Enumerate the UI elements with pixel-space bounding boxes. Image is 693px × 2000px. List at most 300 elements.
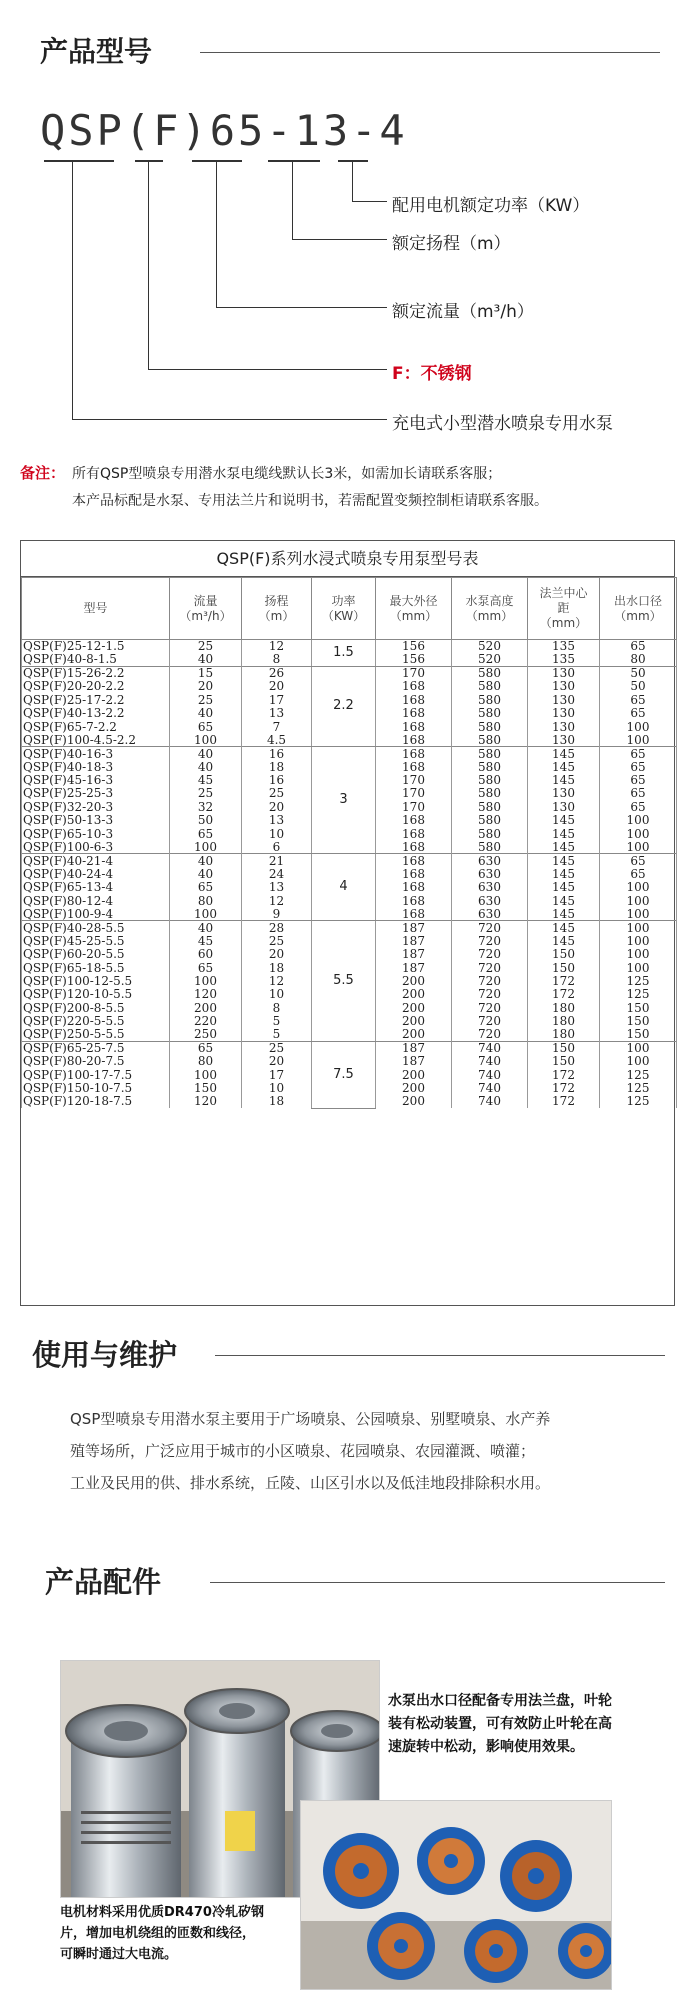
value-cell: 630 xyxy=(452,881,528,894)
value-cell: 80 xyxy=(170,1055,242,1068)
value-cell: 65 xyxy=(600,760,677,773)
legend-leader-head xyxy=(292,239,387,240)
flange-caption-line: 速旋转中松动，影响使用效果。 xyxy=(388,1739,584,1755)
value-cell: 720 xyxy=(452,1001,528,1014)
value-cell: 60 xyxy=(170,947,242,960)
copper-wire-photo xyxy=(300,1800,612,1990)
section-title-model: 产品型号 xyxy=(40,35,153,68)
value-cell: 168 xyxy=(376,894,452,907)
legend-leader-flow xyxy=(216,307,387,308)
value-cell: 170 xyxy=(376,800,452,813)
value-cell: 130 xyxy=(528,666,600,679)
model-cell: QSP(F)40-18-3 xyxy=(22,760,170,773)
value-cell: 580 xyxy=(452,773,528,786)
model-cell: QSP(F)50-13-3 xyxy=(22,814,170,827)
value-cell: 740 xyxy=(452,1095,528,1108)
value-cell: 580 xyxy=(452,814,528,827)
value-cell: 40 xyxy=(170,760,242,773)
model-cell: QSP(F)150-10-7.5 xyxy=(22,1081,170,1094)
value-cell: 40 xyxy=(170,747,242,760)
value-cell: 65 xyxy=(600,787,677,800)
model-cell: QSP(F)100-9-4 xyxy=(22,907,170,920)
value-cell: 17 xyxy=(242,693,312,706)
value-cell: 168 xyxy=(376,907,452,920)
model-cell: QSP(F)15-26-2.2 xyxy=(22,666,170,679)
value-cell: 6 xyxy=(242,840,312,853)
value-cell: 7 xyxy=(242,720,312,733)
value-cell: 580 xyxy=(452,787,528,800)
value-cell: 25 xyxy=(242,934,312,947)
note-label: 备注： xyxy=(20,464,66,482)
column-header-text: （KW） xyxy=(321,608,366,623)
column-header-text: 法兰中心 xyxy=(539,586,588,600)
value-cell: 26 xyxy=(242,666,312,679)
value-cell: 172 xyxy=(528,1068,600,1081)
value-cell: 24 xyxy=(242,867,312,880)
value-cell: 80 xyxy=(170,894,242,907)
value-cell: 720 xyxy=(452,934,528,947)
value-cell: 168 xyxy=(376,840,452,853)
value-cell: 40 xyxy=(170,653,242,666)
value-cell: 18 xyxy=(242,1095,312,1108)
spec-table-body xyxy=(22,640,677,1109)
value-cell: 65 xyxy=(600,773,677,786)
table-row xyxy=(22,640,677,653)
value-cell: 740 xyxy=(452,1041,528,1054)
power-cell: 3 xyxy=(312,747,376,854)
value-cell: 720 xyxy=(452,974,528,987)
value-cell: 125 xyxy=(600,974,677,987)
model-cell: QSP(F)250-5-5.5 xyxy=(22,1028,170,1041)
value-cell: 135 xyxy=(528,640,600,653)
power-cell: 5.5 xyxy=(312,921,376,1042)
value-cell: 25 xyxy=(242,787,312,800)
column-header-text: 型号 xyxy=(83,601,108,615)
value-cell: 720 xyxy=(452,921,528,934)
value-cell: 65 xyxy=(170,1041,242,1054)
value-cell: 720 xyxy=(452,1014,528,1027)
value-cell: 630 xyxy=(452,894,528,907)
value-cell: 100 xyxy=(600,840,677,853)
value-cell: 100 xyxy=(600,720,677,733)
model-cell: QSP(F)65-13-4 xyxy=(22,881,170,894)
value-cell: 145 xyxy=(528,747,600,760)
value-cell: 17 xyxy=(242,1068,312,1081)
model-cell: QSP(F)40-13-2.2 xyxy=(22,706,170,719)
value-cell: 5 xyxy=(242,1028,312,1041)
section-header-usage xyxy=(0,1333,693,1373)
power-cell: 7.5 xyxy=(312,1041,376,1108)
value-cell: 100 xyxy=(600,921,677,934)
value-cell: 150 xyxy=(600,1028,677,1041)
value-cell: 180 xyxy=(528,1001,600,1014)
usage-line-1: QSP型喷泉专用潜水泵主要用于广场喷泉、公园喷泉、别墅喷泉、水产养 xyxy=(70,1410,551,1428)
value-cell: 200 xyxy=(376,974,452,987)
value-cell: 12 xyxy=(242,640,312,653)
value-cell: 180 xyxy=(528,1014,600,1027)
value-cell: 200 xyxy=(376,1081,452,1094)
section-title-usage: 使用与维护 xyxy=(32,1338,178,1372)
value-cell: 120 xyxy=(170,988,242,1001)
legend-underline-f xyxy=(135,160,163,162)
model-cell: QSP(F)25-17-2.2 xyxy=(22,693,170,706)
column-header-text: 流量 xyxy=(193,593,218,608)
value-cell: 65 xyxy=(600,640,677,653)
value-cell: 10 xyxy=(242,827,312,840)
power-cell: 4 xyxy=(312,854,376,921)
value-cell: 25 xyxy=(242,1041,312,1054)
value-cell: 40 xyxy=(170,706,242,719)
value-cell: 520 xyxy=(452,653,528,666)
model-cell: QSP(F)200-8-5.5 xyxy=(22,1001,170,1014)
value-cell: 65 xyxy=(170,961,242,974)
value-cell: 50 xyxy=(170,814,242,827)
value-cell: 580 xyxy=(452,827,528,840)
model-cell: QSP(F)80-12-4 xyxy=(22,894,170,907)
model-cell: QSP(F)120-18-7.5 xyxy=(22,1095,170,1108)
value-cell: 130 xyxy=(528,693,600,706)
flange-caption-line: 装有松动装置，可有效防止叶轮在高 xyxy=(388,1716,612,1732)
model-cell: QSP(F)20-20-2.2 xyxy=(22,680,170,693)
spec-table-container xyxy=(20,540,675,1306)
section-title-accessories: 产品配件 xyxy=(45,1565,162,1599)
section-header-model xyxy=(0,30,693,70)
value-cell: 720 xyxy=(452,988,528,1001)
value-cell: 100 xyxy=(170,840,242,853)
value-cell: 170 xyxy=(376,666,452,679)
value-cell: 156 xyxy=(376,640,452,653)
value-cell: 13 xyxy=(242,706,312,719)
value-cell: 15 xyxy=(170,666,242,679)
value-cell: 168 xyxy=(376,867,452,880)
column-header xyxy=(312,578,376,640)
value-cell: 120 xyxy=(170,1095,242,1108)
value-cell: 145 xyxy=(528,894,600,907)
value-cell: 187 xyxy=(376,934,452,947)
legend-drop-f xyxy=(148,160,149,370)
legend-label-head: 额定扬程（m） xyxy=(392,234,511,254)
value-cell: 172 xyxy=(528,1095,600,1108)
legend-drop-qsp xyxy=(72,160,73,420)
value-cell: 125 xyxy=(600,1081,677,1094)
value-cell: 145 xyxy=(528,854,600,867)
value-cell: 65 xyxy=(600,867,677,880)
value-cell: 150 xyxy=(528,1041,600,1054)
value-cell: 20 xyxy=(242,1055,312,1068)
model-cell: QSP(F)100-17-7.5 xyxy=(22,1068,170,1081)
value-cell: 145 xyxy=(528,773,600,786)
value-cell: 145 xyxy=(528,921,600,934)
value-cell: 580 xyxy=(452,706,528,719)
model-cell: QSP(F)32-20-3 xyxy=(22,800,170,813)
value-cell: 200 xyxy=(376,1068,452,1081)
value-cell: 740 xyxy=(452,1081,528,1094)
value-cell: 168 xyxy=(376,760,452,773)
value-cell: 168 xyxy=(376,693,452,706)
value-cell: 25 xyxy=(170,787,242,800)
value-cell: 580 xyxy=(452,693,528,706)
model-cell: QSP(F)25-25-3 xyxy=(22,787,170,800)
value-cell: 16 xyxy=(242,747,312,760)
motor-caption-line: 电机材料采用优质DR470冷轧矽钢 xyxy=(60,1905,264,1920)
value-cell: 135 xyxy=(528,653,600,666)
column-header-text: （mm） xyxy=(614,608,662,623)
value-cell: 145 xyxy=(528,814,600,827)
model-cell: QSP(F)80-20-7.5 xyxy=(22,1055,170,1068)
value-cell: 100 xyxy=(170,907,242,920)
value-cell: 100 xyxy=(600,1041,677,1054)
value-cell: 20 xyxy=(242,947,312,960)
value-cell: 580 xyxy=(452,747,528,760)
value-cell: 172 xyxy=(528,988,600,1001)
value-cell: 18 xyxy=(242,961,312,974)
value-cell: 65 xyxy=(600,706,677,719)
note-line-2: 本产品标配是水泵、专用法兰片和说明书，若需配置变频控制柜请联系客服。 xyxy=(72,493,548,509)
value-cell: 187 xyxy=(376,1055,452,1068)
value-cell: 130 xyxy=(528,787,600,800)
legend-label-material: F：不锈钢 xyxy=(392,364,472,384)
value-cell: 28 xyxy=(242,921,312,934)
model-cell: QSP(F)60-20-5.5 xyxy=(22,947,170,960)
value-cell: 580 xyxy=(452,733,528,746)
column-header xyxy=(452,578,528,640)
legend-leader-power xyxy=(352,201,387,202)
value-cell: 580 xyxy=(452,760,528,773)
value-cell: 100 xyxy=(600,961,677,974)
model-cell: QSP(F)25-12-1.5 xyxy=(22,640,170,653)
spec-table-caption: QSP(F)系列水浸式喷泉专用泵型号表 xyxy=(21,541,674,577)
value-cell: 45 xyxy=(170,934,242,947)
value-cell: 65 xyxy=(170,720,242,733)
value-cell: 580 xyxy=(452,840,528,853)
value-cell: 520 xyxy=(452,640,528,653)
motor-caption-line: 可瞬时通过大电流。 xyxy=(60,1947,178,1962)
flange-caption xyxy=(388,1690,612,1759)
value-cell: 720 xyxy=(452,947,528,960)
value-cell: 200 xyxy=(170,1001,242,1014)
value-cell: 172 xyxy=(528,974,600,987)
legend-drop-flow xyxy=(216,160,217,308)
value-cell: 20 xyxy=(170,680,242,693)
usage-line-3: 工业及民用的供、排水系统，丘陵、山区引水以及低洼地段排除积水用。 xyxy=(70,1474,551,1492)
legend-leader-f xyxy=(148,369,387,370)
table-row xyxy=(22,666,677,679)
value-cell: 168 xyxy=(376,706,452,719)
value-cell: 4.5 xyxy=(242,733,312,746)
value-cell: 9 xyxy=(242,907,312,920)
model-cell: QSP(F)65-7-2.2 xyxy=(22,720,170,733)
value-cell: 13 xyxy=(242,814,312,827)
value-cell: 8 xyxy=(242,653,312,666)
value-cell: 65 xyxy=(600,854,677,867)
value-cell: 200 xyxy=(376,1028,452,1041)
value-cell: 16 xyxy=(242,773,312,786)
section-rule xyxy=(210,1582,665,1583)
value-cell: 200 xyxy=(376,1095,452,1108)
value-cell: 168 xyxy=(376,814,452,827)
value-cell: 100 xyxy=(600,907,677,920)
column-header xyxy=(170,578,242,640)
model-code: QSP(F)65-13-4 xyxy=(40,106,408,155)
value-cell: 65 xyxy=(600,800,677,813)
legend-underline-power xyxy=(338,160,368,162)
value-cell: 45 xyxy=(170,773,242,786)
value-cell: 187 xyxy=(376,947,452,960)
value-cell: 20 xyxy=(242,680,312,693)
value-cell: 145 xyxy=(528,934,600,947)
model-cell: QSP(F)45-25-5.5 xyxy=(22,934,170,947)
motor-caption xyxy=(60,1902,264,1965)
flange-caption-line: 水泵出水口径配备专用法兰盘，叶轮 xyxy=(388,1693,612,1709)
value-cell: 168 xyxy=(376,680,452,693)
column-header-text: （mm） xyxy=(389,608,438,623)
table-row xyxy=(22,747,677,760)
value-cell: 168 xyxy=(376,854,452,867)
copper-spool-illustration xyxy=(301,1801,612,1990)
value-cell: 80 xyxy=(600,653,677,666)
value-cell: 150 xyxy=(528,961,600,974)
column-header xyxy=(376,578,452,640)
column-header-text: 功率 xyxy=(331,593,356,608)
value-cell: 156 xyxy=(376,653,452,666)
value-cell: 100 xyxy=(600,1055,677,1068)
value-cell: 32 xyxy=(170,800,242,813)
value-cell: 100 xyxy=(600,947,677,960)
value-cell: 580 xyxy=(452,666,528,679)
value-cell: 150 xyxy=(600,1014,677,1027)
model-cell: QSP(F)220-5-5.5 xyxy=(22,1014,170,1027)
value-cell: 740 xyxy=(452,1068,528,1081)
value-cell: 145 xyxy=(528,881,600,894)
value-cell: 125 xyxy=(600,1095,677,1108)
model-cell: QSP(F)40-8-1.5 xyxy=(22,653,170,666)
model-cell: QSP(F)100-12-5.5 xyxy=(22,974,170,987)
model-cell: QSP(F)65-18-5.5 xyxy=(22,961,170,974)
legend-underline-qsp xyxy=(44,160,114,162)
column-header xyxy=(22,578,170,640)
legend-underline-flow xyxy=(192,160,242,162)
value-cell: 580 xyxy=(452,680,528,693)
table-row xyxy=(22,1041,677,1054)
value-cell: 168 xyxy=(376,733,452,746)
value-cell: 720 xyxy=(452,1028,528,1041)
value-cell: 100 xyxy=(170,974,242,987)
value-cell: 150 xyxy=(528,947,600,960)
model-cell: QSP(F)100-6-3 xyxy=(22,840,170,853)
value-cell: 200 xyxy=(376,1001,452,1014)
value-cell: 40 xyxy=(170,921,242,934)
section-header-accessories xyxy=(0,1560,693,1600)
value-cell: 5 xyxy=(242,1014,312,1027)
value-cell: 100 xyxy=(600,934,677,947)
value-cell: 125 xyxy=(600,1068,677,1081)
value-cell: 100 xyxy=(170,733,242,746)
value-cell: 12 xyxy=(242,974,312,987)
value-cell: 168 xyxy=(376,827,452,840)
value-cell: 13 xyxy=(242,881,312,894)
value-cell: 8 xyxy=(242,1001,312,1014)
legend-label-flow: 额定流量（m³/h） xyxy=(392,302,534,322)
value-cell: 10 xyxy=(242,1081,312,1094)
value-cell: 145 xyxy=(528,907,600,920)
column-header xyxy=(242,578,312,640)
value-cell: 720 xyxy=(452,961,528,974)
value-cell: 65 xyxy=(600,693,677,706)
model-cell: QSP(F)45-16-3 xyxy=(22,773,170,786)
value-cell: 40 xyxy=(170,867,242,880)
value-cell: 580 xyxy=(452,720,528,733)
model-cell: QSP(F)40-24-4 xyxy=(22,867,170,880)
value-cell: 21 xyxy=(242,854,312,867)
legend-label-power: 配用电机额定功率（KW） xyxy=(392,196,590,216)
value-cell: 25 xyxy=(170,640,242,653)
value-cell: 630 xyxy=(452,854,528,867)
legend-underline-head xyxy=(268,160,320,162)
value-cell: 200 xyxy=(376,988,452,1001)
note-line-1: 所有QSP型喷泉专用潜水泵电缆线默认长3米，如需加长请联系客服； xyxy=(72,466,502,482)
column-header-text: 扬程 xyxy=(264,593,289,608)
value-cell: 100 xyxy=(600,827,677,840)
value-cell: 168 xyxy=(376,720,452,733)
spec-table xyxy=(21,577,677,1109)
value-cell: 172 xyxy=(528,1081,600,1094)
value-cell: 65 xyxy=(170,881,242,894)
value-cell: 150 xyxy=(170,1081,242,1094)
value-cell: 130 xyxy=(528,680,600,693)
value-cell: 630 xyxy=(452,867,528,880)
value-cell: 12 xyxy=(242,894,312,907)
value-cell: 18 xyxy=(242,760,312,773)
column-header-text: 距 xyxy=(557,601,570,615)
value-cell: 145 xyxy=(528,760,600,773)
value-cell: 170 xyxy=(376,787,452,800)
motor-caption-line: 片，增加电机绕组的匝数和线径， xyxy=(60,1926,256,1941)
value-cell: 100 xyxy=(600,814,677,827)
value-cell: 100 xyxy=(600,733,677,746)
model-cell: QSP(F)120-10-5.5 xyxy=(22,988,170,1001)
value-cell: 50 xyxy=(600,680,677,693)
column-header-text: （m³/h） xyxy=(179,608,232,623)
value-cell: 65 xyxy=(600,747,677,760)
power-cell: 1.5 xyxy=(312,640,376,667)
spec-table-header xyxy=(22,578,677,640)
value-cell: 50 xyxy=(600,666,677,679)
column-header-text: （mm） xyxy=(539,616,588,630)
value-cell: 125 xyxy=(600,988,677,1001)
value-cell: 630 xyxy=(452,907,528,920)
table-row xyxy=(22,854,677,867)
legend-drop-power xyxy=(352,160,353,202)
value-cell: 145 xyxy=(528,827,600,840)
column-header-text: 水泵高度 xyxy=(465,593,514,608)
legend-label-type: 充电式小型潜水喷泉专用水泵 xyxy=(392,414,613,434)
legend-leader-qsp xyxy=(72,419,387,420)
value-cell: 187 xyxy=(376,961,452,974)
table-row xyxy=(22,921,677,934)
value-cell: 168 xyxy=(376,881,452,894)
column-header-text: （mm） xyxy=(465,608,514,623)
power-cell: 2.2 xyxy=(312,666,376,746)
model-cell: QSP(F)40-16-3 xyxy=(22,747,170,760)
column-header-text: 出水口径 xyxy=(613,593,662,608)
value-cell: 130 xyxy=(528,733,600,746)
model-cell: QSP(F)40-21-4 xyxy=(22,854,170,867)
legend-drop-head xyxy=(292,160,293,240)
value-cell: 220 xyxy=(170,1014,242,1027)
model-cell: QSP(F)65-25-7.5 xyxy=(22,1041,170,1054)
value-cell: 150 xyxy=(600,1001,677,1014)
value-cell: 580 xyxy=(452,800,528,813)
